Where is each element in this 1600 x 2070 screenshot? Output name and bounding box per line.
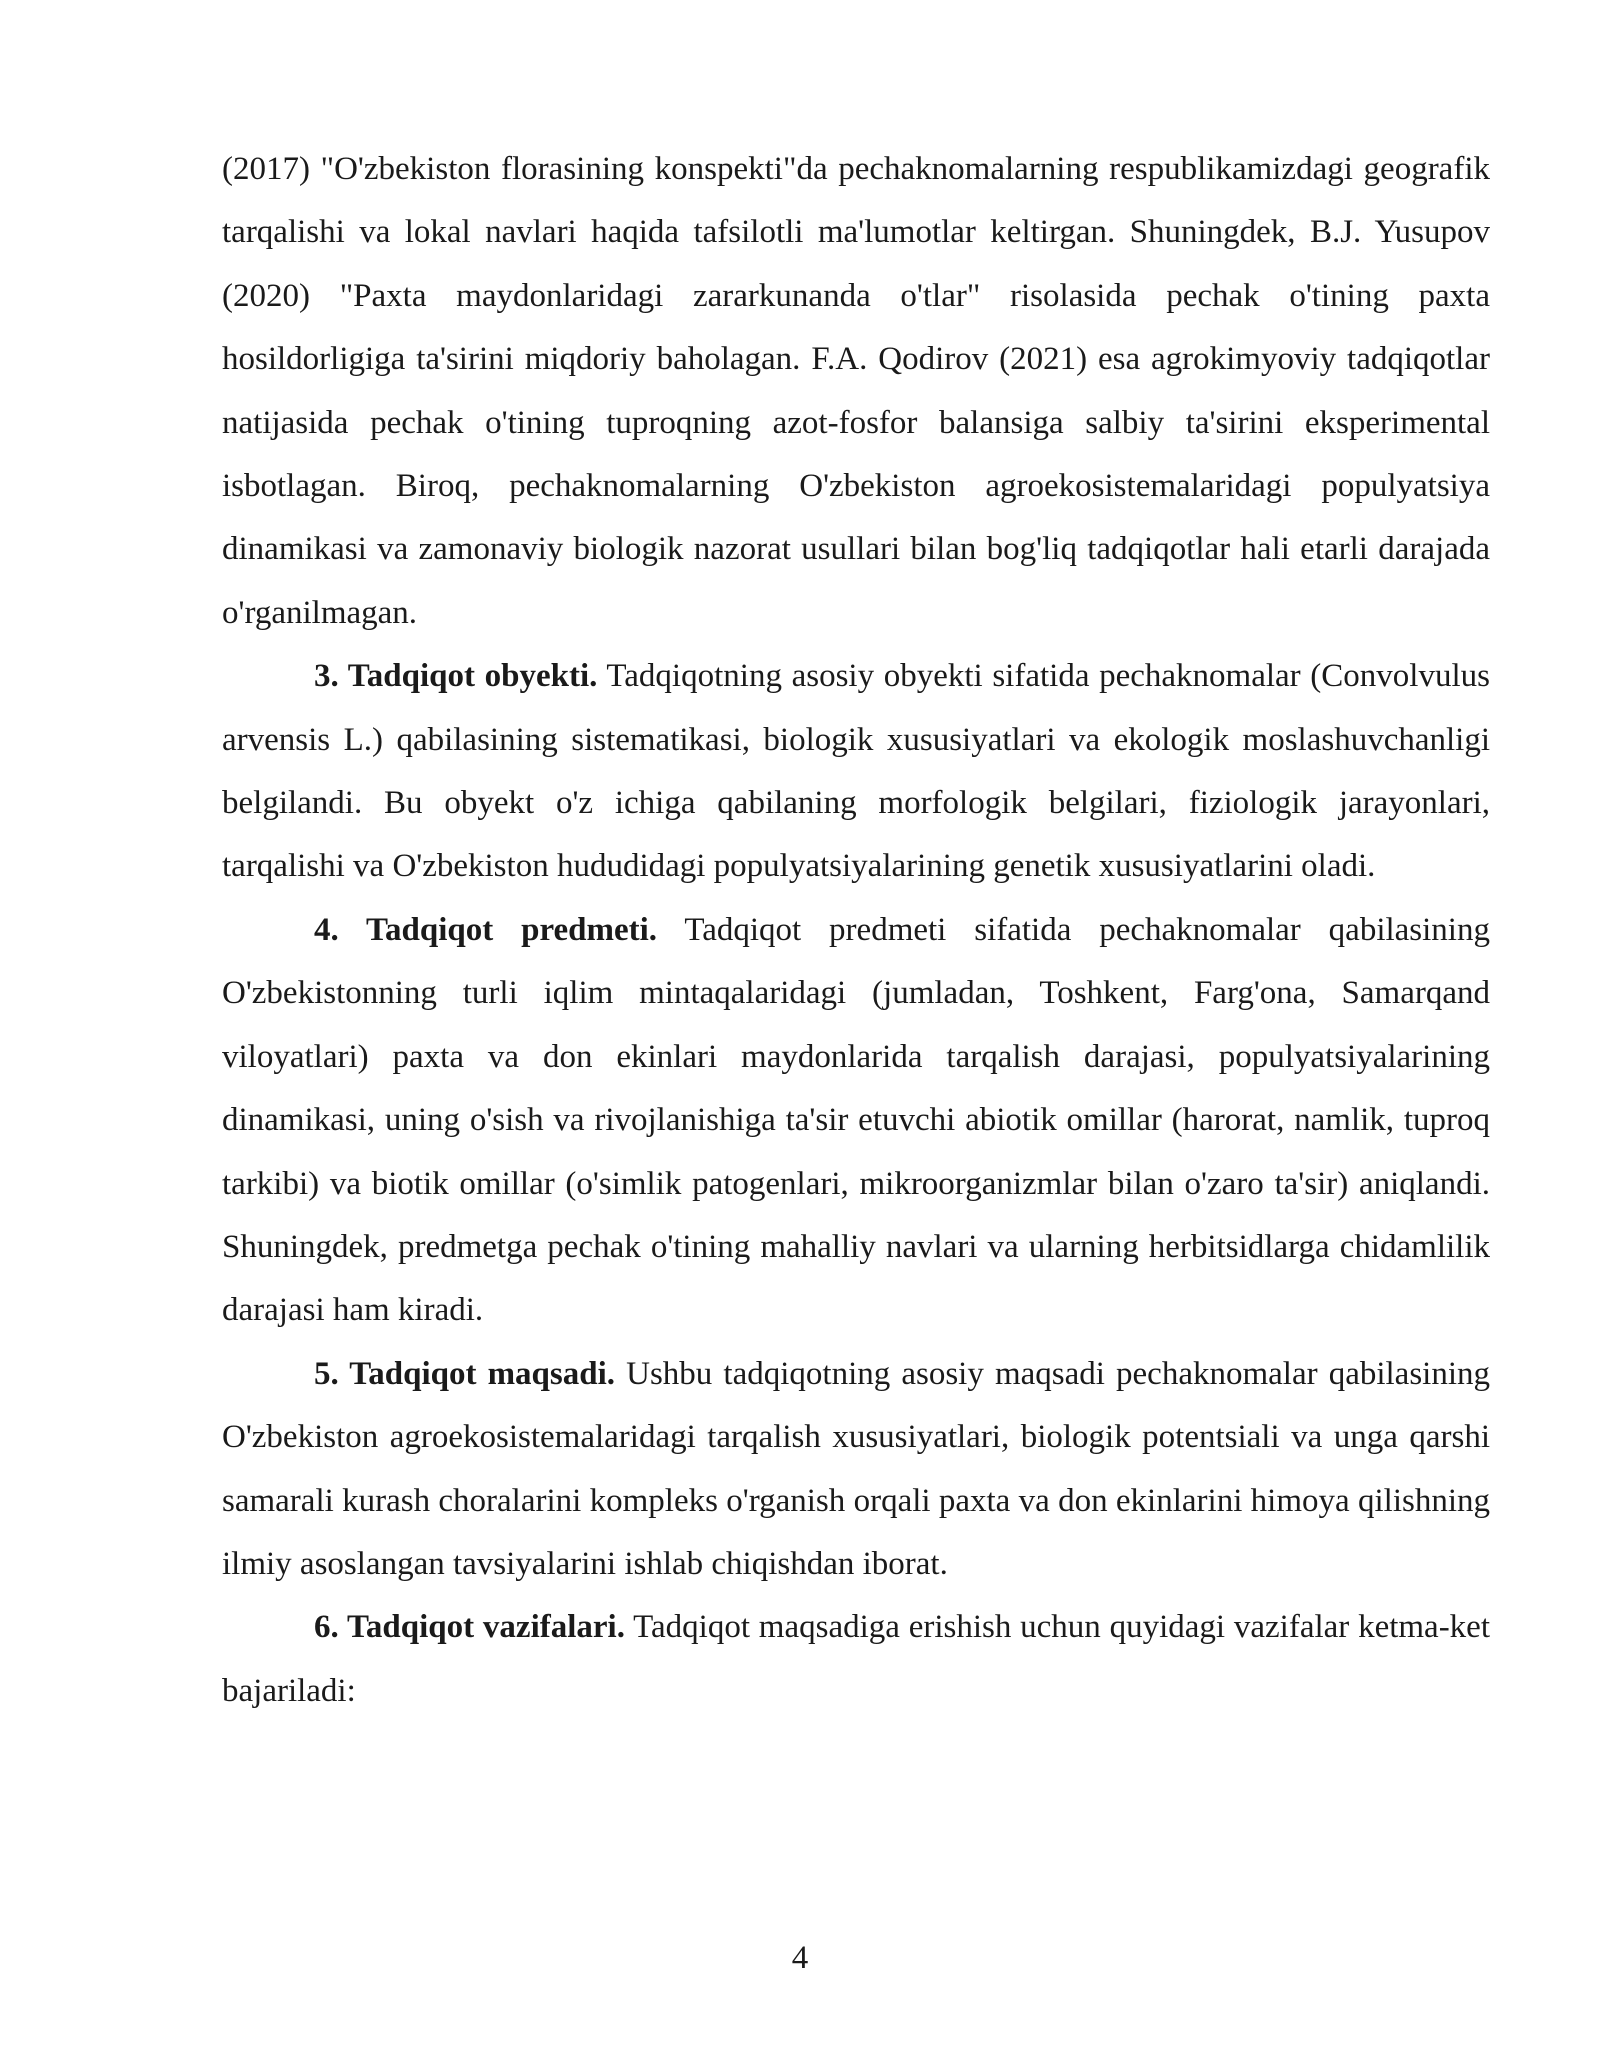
section-heading-tasks: 6. Tadqiqot vazifalari. xyxy=(314,1609,625,1646)
section-heading-goal: 5. Tadqiqot maqsadi. xyxy=(314,1355,616,1392)
paragraph-research-object xyxy=(222,645,1490,899)
paragraph-text: Tadqiqot maqsadiga erishish uchun quyidagi vazifalar ketma-ket bajariladi: xyxy=(222,1609,1491,1709)
paragraph-research-goal xyxy=(222,1343,1490,1597)
page-number: 4 xyxy=(791,1940,809,1976)
paragraph-research-subject xyxy=(222,899,1490,1343)
section-heading-subject: 4. Tadqiqot predmeti. xyxy=(314,911,658,948)
paragraph-research-tasks xyxy=(222,1596,1490,1723)
paragraph-text: Tadqiqotning asosiy obyekti sifatida pechaknomalar (Convolvulus arvensis L.) qabilasining sistematikasi, biologik xususiyatlari va ekologik moslashuvchanligi belgilandi. Bu obyekt o'z ichiga qabilaning morfologik belgilari, fiziologik jarayonlari, tarqalishi va O'zbekiston hududidagi populyatsiyalarining genetik xususiyatlarini oladi. xyxy=(222,658,1490,885)
document-body xyxy=(222,138,1490,1723)
paragraph-literature-review xyxy=(222,138,1490,645)
paragraph-text: Tadqiqot predmeti sifatida pechaknomalar qabilasining O'zbekistonning turli iqlim mintaqalaridagi (jumladan, Toshkent, Farg'ona, Samarqand viloyatlari) paxta va don ekinlari maydonlarida tarqalish darajasi, populyatsiyalarining dinamikasi, uning o'sish va rivojlanishiga ta'sir etuvchi abiotik omillar (harorat, namlik, tuproq tarkibi) va biotik omillar (o'simlik patogenlari, mikroorganizmlar bilan o'zaro ta'sir) aniqlandi. Shuningdek, predmetga pechak o'tining mahalliy navlari va ularning herbitsidlarga chidamlilik darajasi ham kiradi. xyxy=(222,911,1490,1329)
section-heading-object: 3. Tadqiqot obyekti. xyxy=(314,658,598,695)
paragraph-text: (2017) "O'zbekiston florasining konspekti"da pechaknomalarning respublikamizdagi geografik tarqalishi va lokal navlari haqida tafsilotli ma'lumotlar keltirgan. Shuningdek, B.J. Yusupov (2020) "Paxta maydonlaridagi zararkunanda o'tlar" risolasida pechak o'tining paxta hosildorligiga ta'sirini miqdoriy baholagan. F.A. Qodirov (2021) esa agrokimyoviy tadqiqotlar natijasida pechak o'tining tuproqning azot-fosfor balansiga salbiy ta'sirini eksperimental isbotlagan. Biroq, pechaknomalarning O'zbekiston agroekosistemalaridagi populyatsiya dinamikasi va zamonaviy biologik nazorat usullari bilan bog'liq tadqiqotlar hali etarli darajada o'rganilmagan. xyxy=(222,151,1490,631)
paragraph-text: Ushbu tadqiqotning asosiy maqsadi pechaknomalar qabilasining O'zbekiston agroekosistemalaridagi tarqalish xususiyatlari, biologik potentsiali va unga qarshi samarali kurash choralarini kompleks o'rganish orqali paxta va don ekinlarini himoya qilishning ilmiy asoslangan tavsiyalarini ishlab chiqishdan iborat. xyxy=(222,1355,1491,1582)
